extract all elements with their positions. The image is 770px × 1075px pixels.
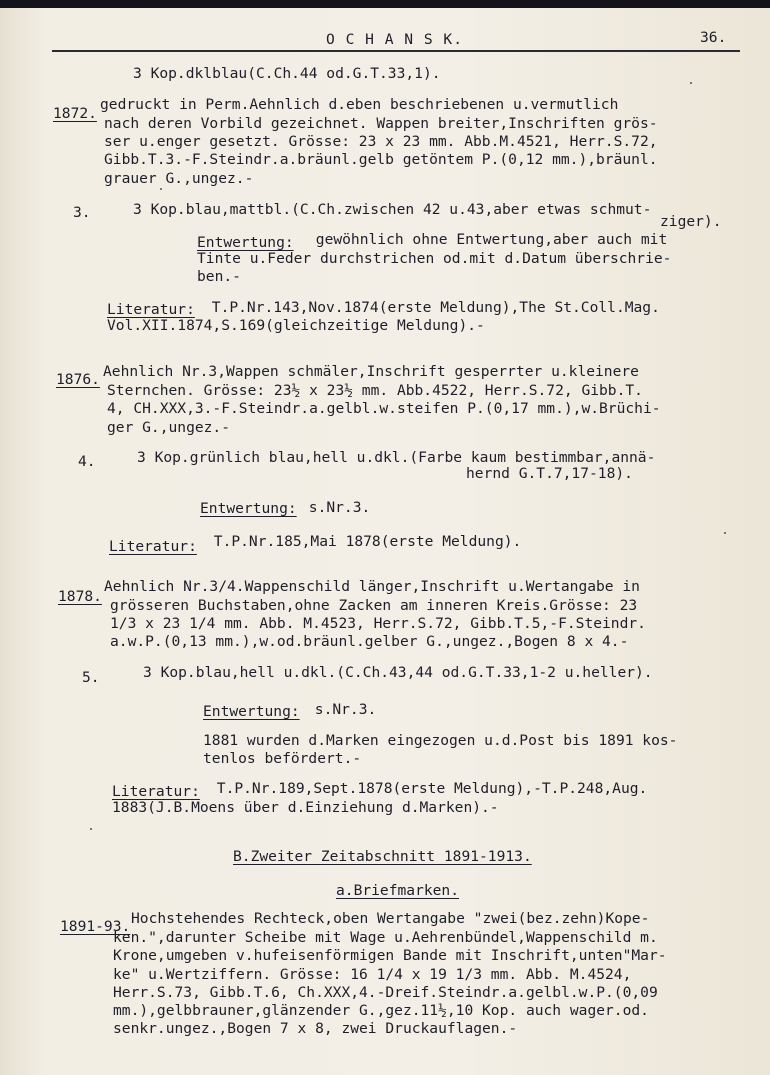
text-line: mm.),gelbbrauner,glänzender G.,gez.11½,10 Kop. auch wager.od. [113,1002,649,1019]
text-line: Krone,umgeben v.hufeisenförmigen Bande mit Inschrift,unten"Mar- [113,947,667,964]
text-line: 3 Kop.grünlich blau,hell u.dkl.(Farbe kaum bestimmbar,annä- [137,449,656,466]
text-line: s.Nr.3. [306,701,377,718]
text-line: a.w.P.(0,13 mm.),w.od.bräunl.gelber G.,ungez.,Bogen 8 x 4.- [110,633,629,650]
subsection-heading: a.Briefmarken. [336,882,460,899]
cancellation-label: Entwertung: [197,234,294,251]
text-line: s.Nr.3. [300,499,371,516]
text-line: Tinte u.Feder durchstrichen od.mit d.Datum überschrie- [197,250,672,267]
text-line: 3 Kop.dklblau(C.Ch.44 od.G.T.33,1). [133,65,441,82]
text-line: 1/3 x 23 1/4 mm. Abb. M.4523, Herr.S.72, Gibb.T.5,-F.Steindr. [110,615,646,632]
text-line: tenlos befördert.- [203,750,362,767]
text-line: 3 Kop.blau,hell u.dkl.(C.Ch.43,44 od.G.T.33,1-2 u.heller). [143,664,653,681]
text-line: ziger). [660,213,722,230]
text-line: ben.- [197,268,241,285]
text-line: 1883(J.B.Moens über d.Einziehung d.Marken).- [112,799,499,816]
scan-speck [90,828,92,830]
text-line: Herr.S.73, Gibb.T.6, Ch.XXX,4.-Dreif.Steindr.a.gelbl.w.P.(0,09 [113,984,658,1001]
text-line: Aehnlich Nr.3/4.Wappenschild länger,Inschrift u.Wertangabe in [104,578,640,595]
issue-year: 1878. [58,588,102,605]
issue-year: 1891-93. [60,918,131,935]
cancellation-label: Entwertung: [200,500,297,517]
page-number: 36. [700,29,727,46]
literature-label: Literatur: [107,301,195,318]
issue-year: 1872. [53,105,97,122]
text-line: 4, CH.XXX,3.-F.Steindr.a.gelbl.w.steifen P.(0,17 mm.),w.Brüchi- [107,400,661,417]
header-rule [52,50,740,52]
text-line: 3 Kop.blau,mattbl.(C.Ch.zwischen 42 u.43,aber etwas schmut- [133,201,652,218]
scan-speck [690,82,692,84]
text-line: senkr.ungez.,Bogen 7 x 8, zwei Druckauflagen.- [113,1020,518,1037]
text-line: ken.",darunter Scheibe mit Wage u.Aehrenbündel,Wappenschild m. [113,929,658,946]
text-line: T.P.Nr.185,Mai 1878(erste Meldung). [205,533,522,550]
stamp-number: 4. [78,453,96,470]
text-line: grösseren Buchstaben,ohne Zacken am inneren Kreis.Grösse: 23 [110,597,638,614]
text-line: Sternchen. Grösse: 23½ x 23½ mm. Abb.4522, Herr.S.72, Gibb.T. [107,382,643,399]
text-line: ger G.,ungez.- [107,419,231,436]
text-line: T.P.Nr.189,Sept.1878(erste Meldung),-T.P.248,Aug. [208,780,648,797]
text-line: ser u.enger gesetzt. Grösse: 23 x 23 mm. Abb.M.4521, Herr.S.72, [104,133,658,150]
page-header-title: O C H A N S K. [326,31,464,48]
text-line: 1881 wurden d.Marken eingezogen u.d.Post bis 1891 kos- [203,732,678,749]
text-line: nach deren Vorbild gezeichnet. Wappen breiter,Inschriften grös- [104,115,658,132]
literature-label: Literatur: [112,783,200,800]
text-line: hernd G.T.7,17-18). [466,465,633,482]
literature-label: Literatur: [109,538,197,555]
text-line: gedruckt in Perm.Aehnlich d.eben beschriebenen u.vermutlich [100,96,619,113]
cancellation-label: Entwertung: [203,703,300,720]
text-line: Aehnlich Nr.3,Wappen schmäler,Inschrift gesperrter u.kleinere [103,363,639,380]
scan-speck [724,532,726,534]
issue-year: 1876. [56,371,100,388]
scan-edge [0,0,770,8]
stamp-number: 5. [82,669,100,686]
section-heading: B.Zweiter Zeitabschnitt 1891-1913. [233,848,532,865]
stamp-number: 3. [73,204,91,221]
text-line: gewöhnlich ohne Entwertung,aber auch mit [307,231,668,248]
text-line: ke" u.Wertziffern. Grösse: 16 1/4 x 19 1/3 mm. Abb. M.4524, [113,966,632,983]
text-line: Gibb.T.3.-F.Steindr.a.bräunl.gelb getöntem P.(0,12 mm.),bräunl. [104,151,658,168]
text-line: T.P.Nr.143,Nov.1874(erste Meldung),The St.Coll.Mag. [203,299,660,316]
text-line: grauer G.,ungez.- [104,170,254,187]
scan-speck [160,188,162,190]
text-line: Vol.XII.1874,S.169(gleichzeitige Meldung).- [107,317,485,334]
text-line: Hochstehendes Rechteck,oben Wertangabe "zwei(bez.zehn)Kope- [131,910,650,927]
